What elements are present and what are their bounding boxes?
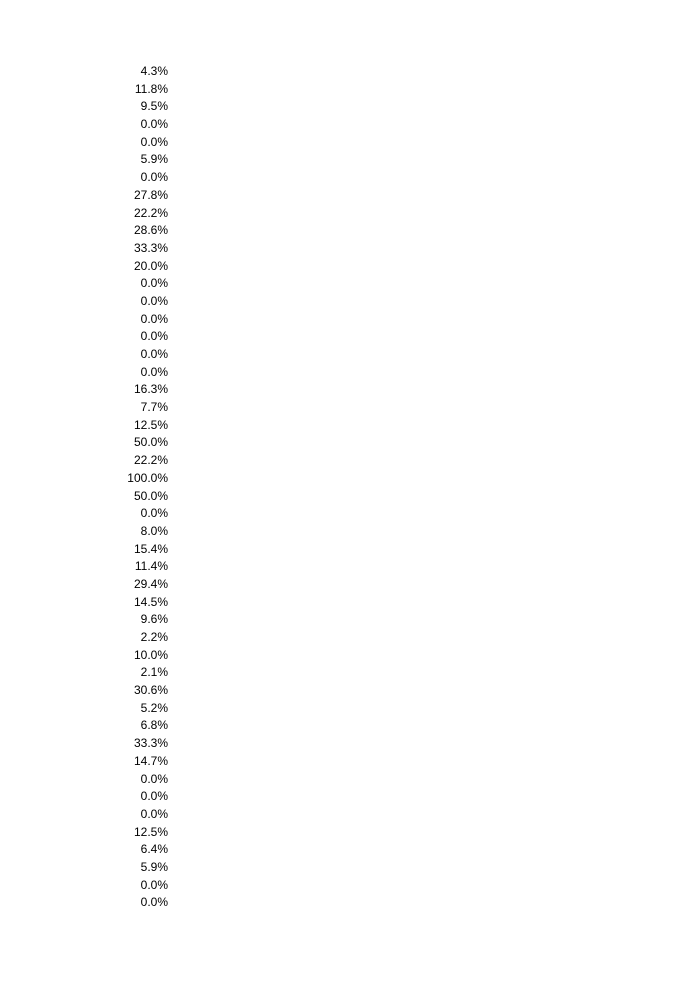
percentage-cell: 5.9% [140,859,168,874]
percentage-cell: 0.0% [140,895,168,910]
percentage-cell: 7.7% [140,400,168,415]
percentage-cell: 0.0% [140,347,168,361]
percentage-cell: 14.7% [133,753,168,768]
percentage-cell: 12.5% [133,417,168,432]
percentage-cell: 27.8% [133,187,168,202]
percentage-cell: 0.0% [140,311,168,326]
percentage-cell: 30.6% [133,683,168,698]
percentage-cell: 6.8% [140,718,168,733]
percentage-cell: 6.4% [140,842,168,857]
percentage-cell: 20.0% [133,258,168,273]
percentage-cell: 9.6% [140,612,168,627]
percentage-cell: 0.0% [140,293,168,308]
percentage-cell: 22.2% [133,453,168,468]
percentage-cell: 0.0% [140,117,168,132]
percentage-cell: 15.4% [133,541,168,556]
percentage-cell: 0.0% [140,506,168,521]
percentage-cell: 33.3% [133,736,168,751]
percentage-cell: 14.5% [133,594,168,609]
percentage-cell: 0.0% [140,806,168,821]
percentage-cell: 11.4% [134,559,168,574]
percentage-cell: 0.0% [140,877,168,892]
percentage-cell: 5.9% [140,152,168,167]
percentage-cell: 4.3% [140,64,168,78]
percentage-cell: 12.5% [133,824,168,839]
percentage-cell: 8.0% [140,523,168,538]
percentage-cell: 22.2% [133,205,168,220]
percentage-cell: 10.0% [133,647,168,662]
percentage-cell: 100.0% [127,470,168,485]
percentage-cell: 33.3% [133,240,168,255]
percentage-cell: 29.4% [133,576,168,591]
percentage-cell: 5.2% [140,700,168,715]
percentage-cell: 28.6% [133,223,168,238]
percentage-cell: 0.0% [140,771,168,786]
percentage-cell: 0.0% [140,329,168,344]
percentage-cell: 50.0% [133,435,168,450]
percentage-cell: 0.0% [140,276,168,291]
percentage-cell: 0.0% [140,789,168,804]
percentage-column [100,63,168,912]
percentage-cell: 16.3% [133,382,168,397]
percentage-cell: 9.5% [140,99,168,114]
percentage-cell: 0.0% [140,134,168,149]
percentage-cell: 0.0% [140,364,168,379]
percentage-cell: 50.0% [133,488,168,503]
percentage-cell: 2.1% [140,665,168,680]
percentage-cell: 0.0% [140,170,168,185]
percentage-cell: 11.8% [134,81,168,96]
percentage-cell: 2.2% [140,630,168,644]
